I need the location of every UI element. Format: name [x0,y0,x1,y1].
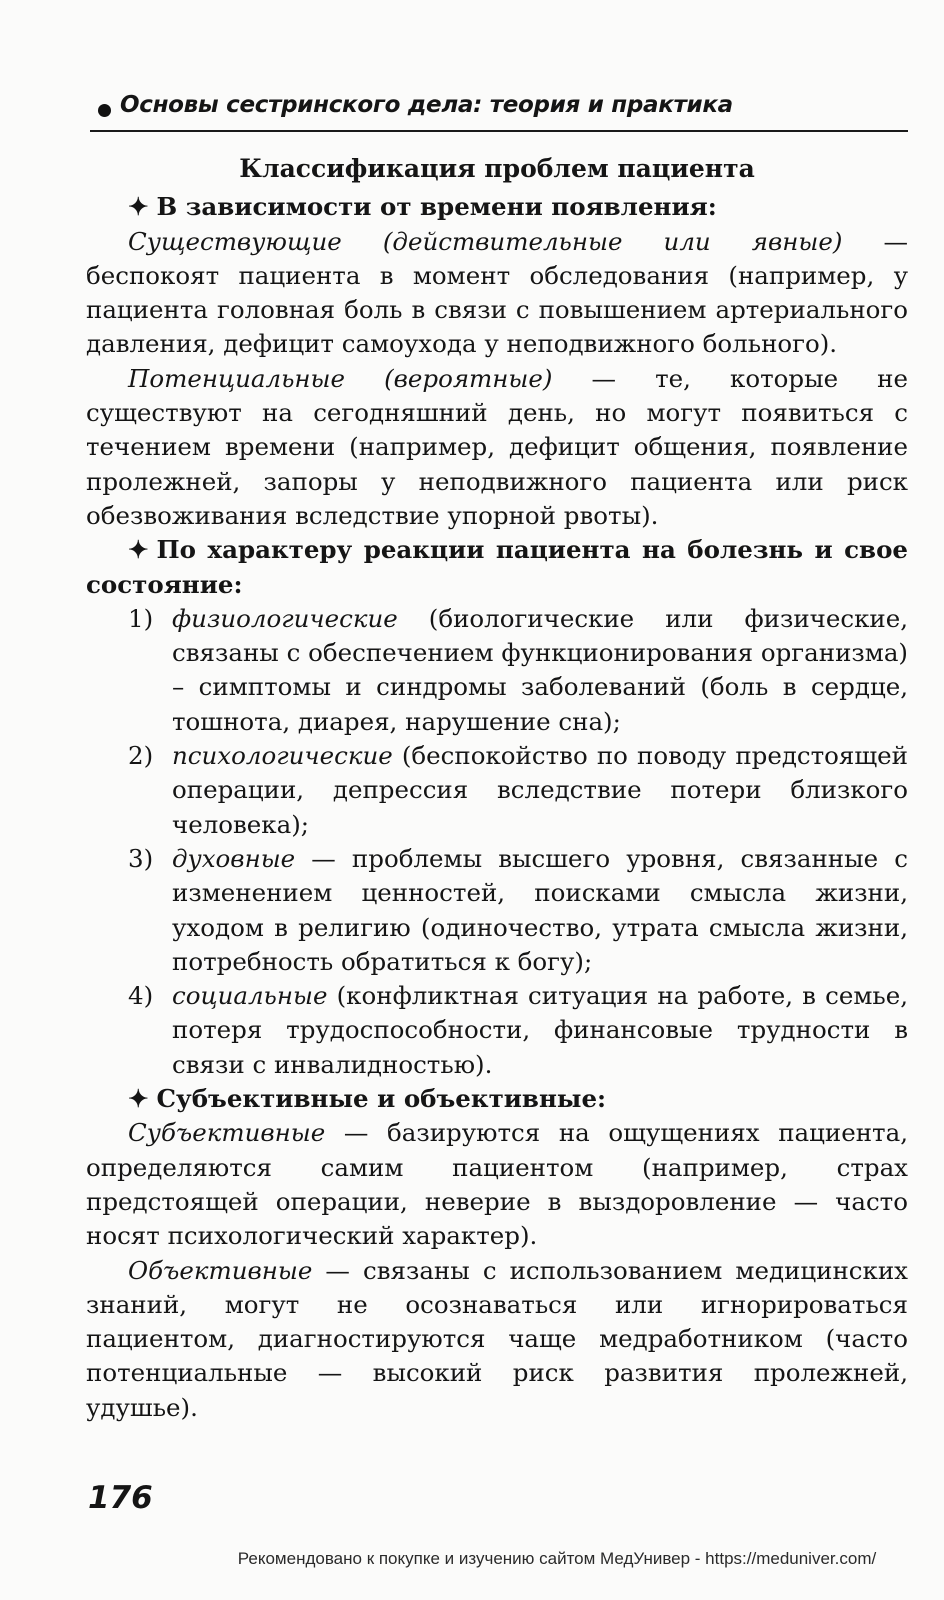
list-item: 3) духовные — проблемы высшего уровня, связанные с изменением ценностей, поисками смысла жизни, уходом в религию (одиночество, утрата смысла жизни, потребность обратиться к богу); [128,843,908,976]
term: Существующие (действительные или явные) [128,226,843,256]
term: Объективные [128,1255,313,1285]
star-bullet-icon: ✦ [128,192,149,222]
paragraph-objective: Объективные — связаны с использованием медицинских знаний, могут не осознаваться или игнорироваться пациентом, диагностируются чаще медработником (часто потенциальные — высокий риск развития пролежней, удушье). [86,1255,908,1422]
subsection-title-reaction: ✦ По характеру реакции пациента на болезнь и свое состояние: [86,535,908,599]
list-item: 4) социальные (конфликтная ситуация на работе, в семье, потеря трудоспособности, финансовые трудности в связи с инвалидностью). [128,981,908,1079]
running-title: Основы сестринского дела: теория и практика [120,92,733,118]
list-item: 2) психологические (беспокойство по поводу предстоящей операции, депрессия вследствие потери близкого человека); [128,741,908,839]
page-number: 176 [88,1480,153,1516]
footer-note: Рекомендовано к покупке и изучению сайтом МедУнивер - https://meduniver.com/ [237,1549,877,1568]
list-item: 1) физиологические (биологические или физические, связаны с обеспечением функционирования организма) – симптомы и синдромы заболеваний (боль в сердце, тошнота, диарея, нарушение сна); [128,603,908,736]
star-bullet-icon: ✦ [128,535,149,565]
subsection-title-time: ✦ В зависимости от времени появления: [86,190,908,224]
star-bullet-icon: ✦ [128,1084,149,1114]
section-heading: Классификация проблем пациента [239,154,755,183]
paragraph-existing: Существующие (действительные или явные) — беспокоят пациента в момент обследования (например, у пациента головная боль в связи с повышением артериального давления, дефицит самоухода у неподвижного больного). [86,226,908,359]
term: Потенциальные (вероятные) [128,363,553,393]
bullet-dot-icon [98,104,111,117]
term: Субъективные [128,1118,326,1148]
numbered-list [86,602,908,1082]
paragraph-potential: Потенциальные (вероятные) — те, которые не существуют на сегодняшний день, но могут появиться с течением времени (например, дефицит общения, появление пролежней, запоры у неподвижного пациента или риск обезвоживания вследствие упорной рвоты). [86,363,908,530]
running-header [90,90,908,132]
page-body [86,152,908,1425]
paragraph-subjective: Субъективные — базируются на ощущениях пациента, определяются самим пациентом (например, страх предстоящей операции, неверие в выздоровление — часто носят психологический характер). [86,1118,908,1251]
subsection-title-subjective: ✦ Субъективные и объективные: [86,1082,908,1116]
